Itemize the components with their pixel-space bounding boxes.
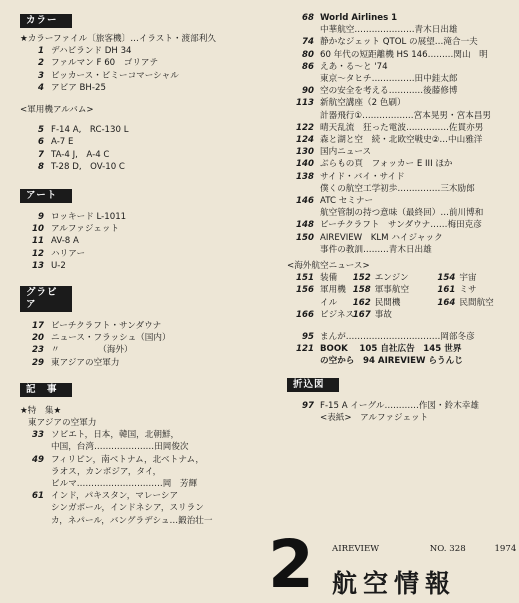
list-item: 僕くの航空工学初歩……………三木励郎 [320, 183, 475, 194]
list-item: AV-8 A [51, 236, 79, 247]
feature-list: 33 ソビエト，日本，韓国，北朝鮮， 中国，台湾…………………田岡俊次 49 フィリピン，南ベトナム，北ベトナム， ラオス，カンボジア，タイ， ビルマ…………………………岡 芳輝 61 インド，パキスタン，マレーシア シンガポール，インドネシア，スリラン カ，ネパール，バングラデシュ…鍛治壮一 [32, 430, 213, 526]
list-item: 60 年代の短距離機 HS 146………関山 明 [320, 49, 488, 60]
article-list: 68 World Airlines 1 中華航空…………………青木日出雄 74 静かなジェット QTOL の展望…滝合一夫 80 60 年代の短距離機 HS 146………関山 明 86 えあ・る～と '74 東京～タヒチ……………田中銈太郎 90 空の安全を考える…………後藤修博 113 新航空講座（2 色刷） 計器飛行①………………宮本晃男・宮本昌男 122 晴天乱流 狂った電波……………佐貫亦男 124 森と湖と空 続・北欧空戦史②…中山雅洋 130 国内ニュース 140 ぶらもの頁 フォッカー E III ほか 138 サイド・バイ・サイド 僕くの航空工学初歩……………三木励郎 146 ATC セミナー 航空管制の持つ意味（最終回）…前川博和 148 ビーチクラフト サンダウナ……梅田克彦 150 AIREVIEW KLM ハイジャック 事件の教訓………青木日出雄 [296, 13, 491, 255]
list-item: ロッキード L-1011 [51, 212, 127, 223]
list-item: 中華航空…………………青木日出雄 [320, 25, 458, 36]
list-item: サイド・バイ・サイド [320, 171, 405, 182]
list-item: ATC セミナー [320, 196, 374, 207]
art-list: 9 ロッキード L-1011 10 アルファジェット 11 AV-8 A 12 ハリアー 13 U-2 [32, 212, 127, 271]
list-item: U-2 [51, 260, 66, 271]
list-item: 新航空講座（2 色刷） [320, 98, 406, 109]
list-item: ビーチクラフト・サンダウナ [51, 321, 162, 332]
magazine-name: AIREVIEW [332, 544, 380, 554]
list-item: TA-4 J, A-4 C [51, 149, 110, 160]
list-item: まんが……………………………岡部冬彦 [320, 332, 475, 343]
list-item: ファルマン F 60 ゴリアテ [51, 58, 159, 69]
list-item: ニュース・フラッシュ（国内） [51, 333, 171, 344]
magazine-title: 航空情報 [332, 569, 457, 598]
section-gravure: グラビア [20, 286, 72, 312]
list-item: ハリアー [51, 248, 86, 259]
list-item: 航空管制の持つ意味（最終回）…前川博和 [320, 208, 484, 219]
misc-list: 95 まんが……………………………岡部冬彦 121 BOOK 105 自社広告 145 世界 の空から 94 AIREVIEW らうんじ [296, 332, 475, 367]
list-item: BOOK 105 自社広告 145 世界 [320, 344, 462, 355]
list-item: 中国，台湾…………………田岡俊次 [51, 442, 189, 453]
foldout-list: 97 F-15 A イーグル…………作図・鈴木幸雄 <表紙> アルファジェット [302, 400, 479, 423]
list-item: 国内ニュース [320, 147, 372, 158]
section-foldout: 折込図 [287, 378, 339, 392]
list-item: World Airlines 1 [320, 13, 398, 23]
album-list: 5 F-14 A, RC-130 L 6 A-7 E 7 TA-4 J, A-4 C 8 T-28 D, OV-10 C [38, 125, 129, 172]
list-item: <表紙> アルファジェット [320, 412, 429, 423]
list-item: T-28 D, OV-10 C [51, 161, 125, 172]
list-item: アルファジェット [51, 224, 120, 235]
list-item: 〃 （海外） [51, 345, 133, 356]
color-file-header: ★カラーファイル〔旅客機〕…イラスト・渡部利久 [20, 34, 216, 44]
list-item: 東京～タヒチ……………田中銈太郎 [320, 74, 458, 85]
list-item: A-7 E [51, 137, 74, 148]
list-item: の空から 94 AIREVIEW らうんじ [320, 356, 463, 367]
list-item: ビルマ…………………………岡 芳輝 [51, 479, 198, 490]
list-item: 事件の教訓………青木日出雄 [320, 244, 432, 255]
issue-number: NO. 328 [429, 544, 466, 554]
left-column [20, 14, 258, 527]
list-item: 計器飛行①………………宮本晃男・宮本昌男 [320, 110, 491, 121]
feature-header: ★特 集★ [20, 405, 62, 416]
list-item: F-15 A イーグル…………作図・鈴木幸雄 [320, 400, 479, 411]
section-art: アート [20, 189, 72, 203]
list-item: ビーチクラフト サンダウナ……梅田克彦 [320, 220, 482, 231]
issue-line [332, 544, 516, 554]
list-item: フィリピン，南ベトナム，北ベトナム， [51, 454, 204, 465]
album-header: <軍用機アルバム> [20, 105, 94, 116]
overseas-news: 151 装備 152 エンジン 154 宇宙 156 軍用機 158 軍事航空 161 ミサ イル 162 民間機 164 民間航空 166 ビジネス 167 事故 [296, 273, 494, 320]
color-list: 1 デハビランド DH 34 2 ファルマン F 60 ゴリアテ 3 ビッカース・ビミーコマーシャル 4 アビア BH-25 [38, 46, 179, 93]
issue-year: 1974 [494, 544, 517, 554]
list-item: 空の安全を考える…………後藤修博 [320, 86, 458, 97]
list-item: カ，ネパール，バングラデシュ…鍛治壮一 [51, 515, 213, 526]
section-article: 記 事 [20, 383, 72, 397]
feature-title: 東アジアの空軍力 [28, 418, 97, 429]
list-item: ビッカース・ビミーコマーシャル [51, 70, 179, 81]
overseas-header: <海外航空ニュース> [287, 261, 370, 272]
right-column [287, 12, 502, 424]
list-item: 晴天乱流 狂った電波……………佐貫亦男 [320, 122, 484, 133]
list-item: アビア BH-25 [51, 82, 106, 93]
list-item: F-14 A, RC-130 L [51, 125, 129, 136]
list-item: 森と湖と空 続・北欧空戦史②…中山雅洋 [320, 135, 483, 146]
list-item: ソビエト，日本，韓国，北朝鮮， [51, 430, 180, 441]
issue-month-number: 2 [268, 526, 314, 603]
section-color: カラー [20, 14, 72, 28]
gravure-list: 17 ビーチクラフト・サンダウナ 20 ニュース・フラッシュ（国内） 23 〃 （海外） 29 東アジアの空軍力 [32, 321, 171, 368]
list-item: シンガポール，インドネシア，スリラン [51, 503, 204, 514]
list-item: えあ・る～と '74 [320, 61, 388, 72]
list-item: デハビランド DH 34 [51, 46, 132, 57]
list-item: AIREVIEW KLM ハイジャック [320, 232, 443, 243]
list-item: ラオス，カンボジア，タイ， [51, 466, 162, 477]
list-item: 静かなジェット QTOL の展望…滝合一夫 [320, 37, 478, 48]
list-item: ぶらもの頁 フォッカー E III ほか [320, 159, 453, 170]
masthead [250, 526, 519, 603]
list-item: 東アジアの空軍力 [51, 357, 120, 368]
list-item: インド，パキスタン，マレーシア [51, 491, 179, 502]
